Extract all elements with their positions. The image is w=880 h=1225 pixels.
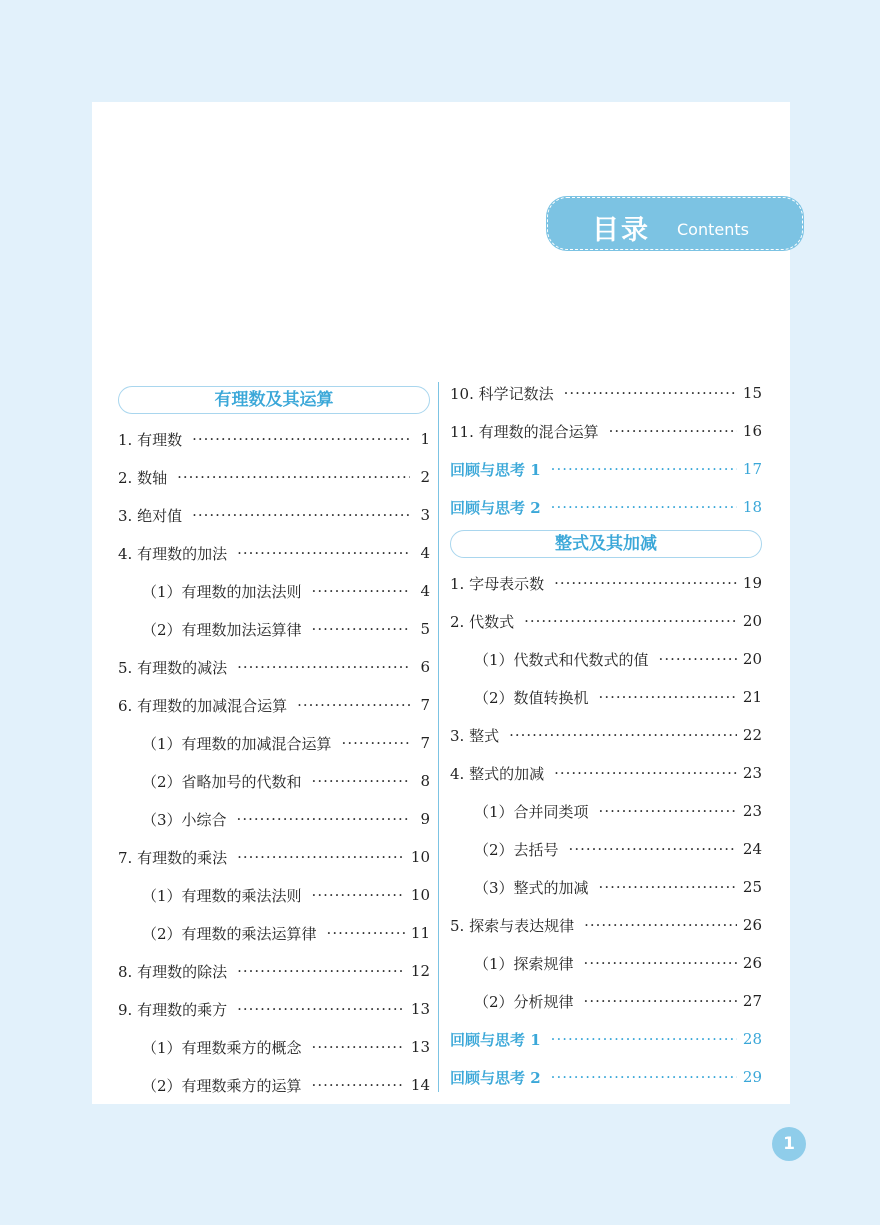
toc-entry[interactable] (450, 868, 762, 906)
toc-list-right (450, 564, 762, 1096)
toc-entry-label: （1）有理数的乘法法则 (142, 886, 302, 905)
toc-entry-page: 13 (410, 1038, 430, 1056)
toc-entry-label: 回顾与思考 1 (450, 1030, 541, 1049)
page-number-badge: 1 (772, 1127, 806, 1161)
toc-entry[interactable] (450, 792, 762, 830)
toc-entry[interactable] (118, 648, 430, 686)
toc-entry-label: 4. 整式的加减 (450, 764, 545, 783)
dot-leader (327, 924, 405, 942)
toc-entry-label: 1. 字母表示数 (450, 574, 545, 593)
dot-leader (564, 384, 737, 402)
toc-entry-page: 10 (410, 848, 430, 866)
dot-leader (312, 620, 410, 638)
toc-entry-page: 21 (742, 688, 762, 706)
toc-entry[interactable] (118, 572, 430, 610)
toc-entry-label: （3）小综合 (142, 810, 227, 829)
dot-leader (551, 498, 737, 516)
toc-entry-page: 29 (742, 1068, 762, 1086)
toc-entry-page: 9 (420, 810, 430, 828)
toc-entry[interactable] (450, 982, 762, 1020)
toc-entry-page: 22 (742, 726, 762, 744)
toc-entry-label: 2. 数轴 (118, 468, 168, 487)
toc-entry-label: 回顾与思考 1 (450, 460, 541, 479)
toc-entry[interactable] (450, 450, 762, 488)
dot-leader (237, 810, 410, 828)
toc-entry-label: （1）代数式和代数式的值 (474, 650, 649, 669)
toc-entry-page: 20 (742, 612, 762, 630)
toc-entry[interactable] (450, 564, 762, 602)
toc-entry-label: 2. 代数式 (450, 612, 515, 631)
toc-title: 目录 (592, 215, 650, 246)
toc-entry-label: （2）有理数的乘法运算律 (142, 924, 317, 943)
toc-entry-label: （1）有理数乘方的概念 (142, 1038, 302, 1057)
toc-entry-label: （1）探索规律 (474, 954, 574, 973)
toc-subtitle: Contents (677, 220, 749, 239)
toc-entry-label: 8. 有理数的除法 (118, 962, 228, 981)
toc-entry-label: （1）有理数的加法法则 (142, 582, 302, 601)
dot-leader (524, 612, 737, 630)
column-divider (438, 382, 439, 1092)
toc-entry-page: 3 (420, 506, 430, 524)
dot-leader (554, 574, 737, 592)
toc-entry-page: 25 (742, 878, 762, 896)
toc-entry-page: 11 (410, 924, 430, 942)
toc-entry[interactable] (450, 754, 762, 792)
dot-leader (237, 658, 410, 676)
toc-entry[interactable] (118, 914, 430, 952)
toc-entry[interactable] (118, 496, 430, 534)
dot-leader (599, 688, 737, 706)
toc-entry-label: 5. 探索与表达规律 (450, 916, 575, 935)
toc-entry[interactable] (118, 838, 430, 876)
dot-leader (599, 878, 737, 896)
dot-leader (312, 772, 410, 790)
toc-entry-label: 回顾与思考 2 (450, 1068, 541, 1087)
dot-leader (659, 650, 737, 668)
toc-entry[interactable] (118, 458, 430, 496)
toc-entry[interactable] (450, 1058, 762, 1096)
dot-leader (312, 582, 410, 600)
toc-entry[interactable] (118, 876, 430, 914)
dot-leader (551, 1030, 737, 1048)
dot-leader (599, 802, 737, 820)
toc-entry[interactable] (118, 990, 430, 1028)
toc-entry[interactable] (450, 944, 762, 982)
toc-entry-page: 15 (742, 384, 762, 402)
dot-leader (312, 1076, 405, 1094)
dot-leader (237, 544, 410, 562)
toc-entry-label: 1. 有理数 (118, 430, 183, 449)
toc-entry-page: 5 (420, 620, 430, 638)
toc-list-right-top (450, 374, 762, 526)
toc-entry[interactable] (450, 488, 762, 526)
dot-leader (297, 696, 410, 714)
toc-entry[interactable] (118, 1066, 430, 1104)
dot-leader (584, 916, 737, 934)
toc-entry[interactable] (450, 830, 762, 868)
dot-leader (312, 1038, 405, 1056)
toc-entry-page: 10 (410, 886, 430, 904)
toc-entry-page: 23 (742, 764, 762, 782)
dot-leader (584, 954, 737, 972)
toc-title-banner (547, 197, 803, 250)
toc-entry[interactable] (118, 762, 430, 800)
toc-entry[interactable] (450, 640, 762, 678)
dot-leader (554, 764, 737, 782)
toc-entry-page: 4 (420, 582, 430, 600)
toc-entry-label: 5. 有理数的减法 (118, 658, 228, 677)
toc-left-column (118, 382, 430, 1104)
toc-entry-page: 26 (742, 916, 762, 934)
section-heading: 整式及其加减 (450, 530, 762, 558)
toc-entry-page: 4 (420, 544, 430, 562)
dot-leader (312, 886, 405, 904)
toc-entry-label: 7. 有理数的乘法 (118, 848, 228, 867)
dot-leader (609, 422, 737, 440)
toc-entry[interactable] (118, 724, 430, 762)
dot-leader (551, 460, 737, 478)
toc-entry-page: 19 (742, 574, 762, 592)
dot-leader (237, 848, 405, 866)
toc-entry-label: （1）合并同类项 (474, 802, 589, 821)
toc-entry-page: 2 (420, 468, 430, 486)
toc-entry[interactable] (118, 952, 430, 990)
toc-entry[interactable] (118, 1028, 430, 1066)
toc-entry[interactable] (118, 686, 430, 724)
toc-entry[interactable] (118, 610, 430, 648)
toc-entry-page: 13 (410, 1000, 430, 1018)
toc-entry[interactable] (118, 420, 430, 458)
toc-entry-label: （1）有理数的加减混合运算 (142, 734, 332, 753)
section-heading: 有理数及其运算 (118, 386, 430, 414)
toc-entry-page: 26 (742, 954, 762, 972)
toc-entry-page: 20 (742, 650, 762, 668)
toc-entry-page: 28 (742, 1030, 762, 1048)
toc-entry-label: 3. 绝对值 (118, 506, 183, 525)
toc-entry[interactable] (450, 1020, 762, 1058)
dot-leader (584, 992, 737, 1010)
toc-entry[interactable] (450, 374, 762, 412)
toc-entry[interactable] (450, 602, 762, 640)
toc-entry[interactable] (450, 678, 762, 716)
dot-leader (237, 962, 405, 980)
toc-entry-page: 14 (410, 1076, 430, 1094)
toc-entry-page: 24 (742, 840, 762, 858)
dot-leader (551, 1068, 737, 1086)
toc-entry-page: 27 (742, 992, 762, 1010)
toc-entry[interactable] (118, 534, 430, 572)
toc-entry-label: （2）有理数加法运算律 (142, 620, 302, 639)
toc-entry[interactable] (118, 800, 430, 838)
toc-entry-label: 10. 科学记数法 (450, 384, 554, 403)
toc-entry[interactable] (450, 412, 762, 450)
dot-leader (177, 468, 410, 486)
toc-entry-label: 3. 整式 (450, 726, 500, 745)
toc-entry-label: 4. 有理数的加法 (118, 544, 228, 563)
dot-leader (569, 840, 737, 858)
dot-leader (509, 726, 737, 744)
toc-entry-page: 6 (420, 658, 430, 676)
toc-right-column (450, 374, 762, 1096)
toc-entry[interactable] (450, 906, 762, 944)
toc-entry-label: （3）整式的加减 (474, 878, 589, 897)
toc-entry-label: 11. 有理数的混合运算 (450, 422, 599, 441)
toc-entry-label: 6. 有理数的加减混合运算 (118, 696, 288, 715)
toc-entry-page: 1 (420, 430, 430, 448)
toc-entry-label: （2）去括号 (474, 840, 559, 859)
toc-entry-page: 7 (420, 734, 430, 752)
dot-leader (342, 734, 410, 752)
toc-entry-page: 7 (420, 696, 430, 714)
toc-entry-label: 9. 有理数的乘方 (118, 1000, 228, 1019)
dot-leader (192, 430, 410, 448)
toc-entry[interactable] (450, 716, 762, 754)
toc-entry-label: （2）省略加号的代数和 (142, 772, 302, 791)
toc-entry-label: （2）数值转换机 (474, 688, 589, 707)
dot-leader (237, 1000, 405, 1018)
toc-entry-page: 18 (742, 498, 762, 516)
dot-leader (192, 506, 410, 524)
toc-entry-page: 8 (420, 772, 430, 790)
toc-entry-page: 17 (742, 460, 762, 478)
toc-entry-label: （2）有理数乘方的运算 (142, 1076, 302, 1095)
toc-entry-page: 16 (742, 422, 762, 440)
toc-entry-label: （2）分析规律 (474, 992, 574, 1011)
toc-entry-page: 23 (742, 802, 762, 820)
toc-entry-page: 12 (410, 962, 430, 980)
toc-list-left (118, 420, 430, 1104)
toc-entry-label: 回顾与思考 2 (450, 498, 541, 517)
